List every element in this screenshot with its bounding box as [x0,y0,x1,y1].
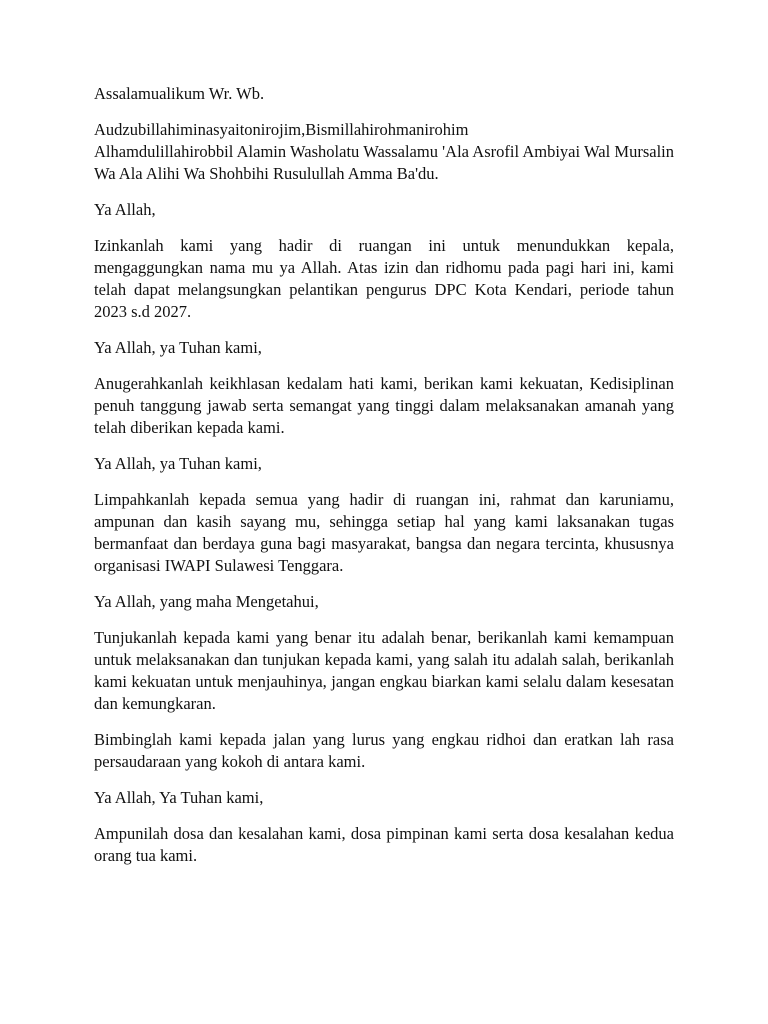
document-body [94,83,674,881]
paragraph-4: Tunjukanlah kepada kami yang benar itu adalah benar, berikanlah kami kemampuan untuk melaksanakan dan tunjukan kepada kami, yang salah itu adalah salah, berikanlah kami kekuatan untuk menjauhinya, jangan engkau biarkan kami selalu dalam kesesatan dan kemungkaran. [94,628,674,713]
paragraph-6: Ampunilah dosa dan kesalahan kami, dosa pimpinan kami serta dosa kesalahan kedua orang tua kami. [94,824,674,865]
greeting: Assalamualikum Wr. Wb. [94,84,265,103]
invocation-5: Ya Allah, Ya Tuhan kami, [94,788,264,807]
invocation-3: Ya Allah, ya Tuhan kami, [94,454,262,473]
paragraph-5: Bimbinglah kami kepada jalan yang lurus yang engkau ridhoi dan eratkan lah rasa persaudaraan yang kokoh di antara kami. [94,730,674,771]
paragraph-2: Anugerahkanlah keikhlasan kedalam hati kami, berikan kami kekuatan, Kedisiplinan penuh tanggung jawab serta semangat yang tinggi dalam melaksanakan amanah yang telah diberikan kepada kami. [94,374,674,437]
opening-line-1: Audzubillahiminasyaitonirojim,Bismillahirohmanirohim [94,120,469,139]
invocation-2: Ya Allah, ya Tuhan kami, [94,338,262,357]
paragraph-3: Limpahkanlah kepada semua yang hadir di ruangan ini, rahmat dan karuniamu, ampunan dan kasih sayang mu, sehingga setiap hal yang kami laksanakan tugas bermanfaat dan berdaya guna bagi masyarakat, bangsa dan negara tercinta, khususnya organisasi IWAPI Sulawesi Tenggara. [94,490,674,575]
paragraph-1: Izinkanlah kami yang hadir di ruangan ini untuk menundukkan kepala, mengaggungkan nama mu ya Allah. Atas izin dan ridhomu pada pagi hari ini, kami telah dapat melangsungkan pelantikan pengurus DPC Kota Kendari, periode tahun 2023 s.d 2027. [94,236,674,321]
invocation-1: Ya Allah, [94,200,156,219]
opening-line-2: Alhamdulillahirobbil Alamin Washolatu Wassalamu 'Ala Asrofil Ambiyai Wal Mursalin Wa Ala Alihi Wa Shohbihi Rusulullah Amma Ba'du. [94,142,674,183]
opening-prayer [94,119,674,185]
invocation-4: Ya Allah, yang maha Mengetahui, [94,592,319,611]
